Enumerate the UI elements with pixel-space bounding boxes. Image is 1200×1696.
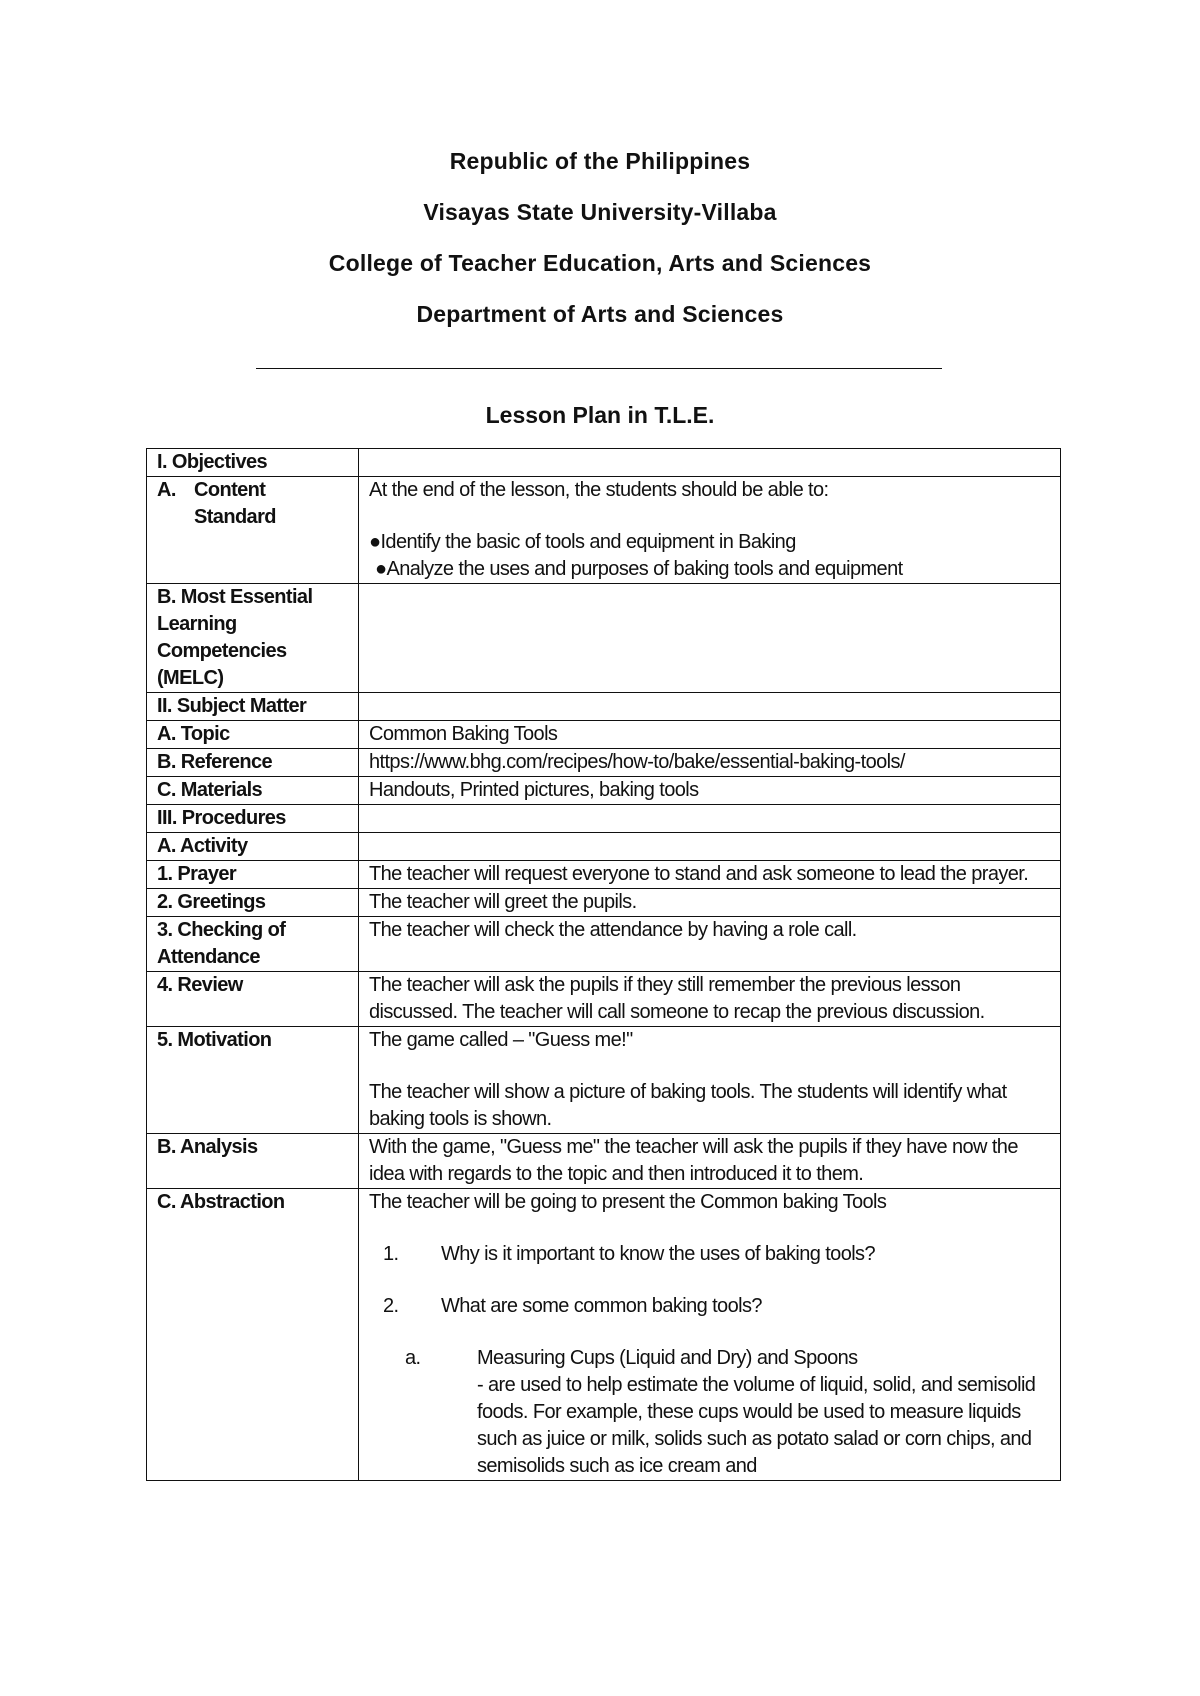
table-row-attendance [147, 917, 1061, 972]
list-item [369, 1293, 1050, 1320]
table-row-objectives [147, 449, 1061, 477]
row-label: A. Activity [147, 833, 359, 861]
header-department: Department of Arts and Sciences [416, 301, 784, 327]
tool-title: Measuring Cups (Liquid and Dry) and Spoons [477, 1347, 858, 1369]
table-row-analysis [147, 1134, 1061, 1189]
list-item [369, 1345, 1050, 1480]
row-value: Common Baking Tools [359, 721, 1061, 749]
row-label: 4. Review [147, 972, 359, 1027]
reference-link[interactable]: https://www.bhg.com/recipes/how-to/bake/essential-baking-tools/ [359, 749, 1061, 777]
page-title: Lesson Plan in T.L.E. [485, 402, 715, 428]
row-value: The teacher will check the attendance by having a role call. [359, 917, 1061, 972]
row-value [359, 693, 1061, 721]
row-value [359, 449, 1061, 477]
row-value [359, 477, 1061, 584]
list-number: 2. [383, 1295, 399, 1317]
objective-bullet-1: ●Identify the basic of tools and equipment in Baking [369, 531, 796, 553]
row-value [359, 805, 1061, 833]
table-row-abstraction [147, 1189, 1061, 1481]
header-divider [256, 368, 942, 369]
table-row-procedures [147, 805, 1061, 833]
abstraction-intro: The teacher will be going to present the Common baking Tools [369, 1191, 887, 1213]
table-row-reference [147, 749, 1061, 777]
objectives-intro: At the end of the lesson, the students should be able to: [369, 479, 829, 501]
table-row-materials [147, 777, 1061, 805]
row-label: C. Materials [147, 777, 359, 805]
row-value [359, 1027, 1061, 1134]
row-label [147, 477, 359, 584]
motivation-description: The teacher will show a picture of baking tools. The students will identify what baking tools is shown. [369, 1081, 1007, 1130]
header-republic: Republic of the Philippines [449, 148, 751, 174]
table-row-subject-matter [147, 693, 1061, 721]
row-value: The teacher will request everyone to stand and ask someone to lead the prayer. [359, 861, 1061, 889]
list-letter: a. [405, 1347, 421, 1369]
table-row-topic [147, 721, 1061, 749]
list-text: Why is it important to know the uses of baking tools? [441, 1243, 875, 1265]
table-row-motivation [147, 1027, 1061, 1134]
row-label: 1. Prayer [147, 861, 359, 889]
motivation-game: The game called – "Guess me!" [369, 1029, 633, 1051]
row-value: The teacher will ask the pupils if they still remember the previous lesson discussed. The teacher will call someone to recap the previous discussion. [359, 972, 1061, 1027]
list-text: What are some common baking tools? [441, 1295, 762, 1317]
row-label: A. Topic [147, 721, 359, 749]
list-number: 1. [383, 1243, 399, 1265]
table-row-review [147, 972, 1061, 1027]
table-row-content-standard [147, 477, 1061, 584]
row-label: B. Most Essential Learning Competencies (MELC) [147, 584, 359, 693]
row-label: I. Objectives [147, 449, 359, 477]
table-row-greetings [147, 889, 1061, 917]
row-value: Handouts, Printed pictures, baking tools [359, 777, 1061, 805]
table-row-melc [147, 584, 1061, 693]
row-label: B. Analysis [147, 1134, 359, 1189]
row-label: 2. Greetings [147, 889, 359, 917]
lesson-plan-table [146, 448, 1061, 1481]
row-value: The teacher will greet the pupils. [359, 889, 1061, 917]
row-label: 5. Motivation [147, 1027, 359, 1134]
row-value [359, 833, 1061, 861]
row-label: II. Subject Matter [147, 693, 359, 721]
row-value [359, 584, 1061, 693]
row-value: With the game, "Guess me" the teacher will ask the pupils if they have now the idea with regards to the topic and then introduced it to them. [359, 1134, 1061, 1189]
header-university: Visayas State University-Villaba [423, 199, 777, 225]
row-label-letter: A. [157, 479, 176, 501]
header-college: College of Teacher Education, Arts and Sciences [328, 250, 872, 276]
row-label: C. Abstraction [147, 1189, 359, 1481]
row-label: B. Reference [147, 749, 359, 777]
objective-bullet-2: ●Analyze the uses and purposes of baking tools and equipment [375, 558, 903, 580]
row-label-text: Content Standard [194, 479, 276, 528]
tool-description: - are used to help estimate the volume of liquid, solid, and semisolid foods. For example, these cups would be used to measure liquids such as juice or milk, solids such as potato salad or corn chips, and semisolids such as ice cream and [477, 1374, 1036, 1477]
table-row-activity [147, 833, 1061, 861]
row-value [359, 1189, 1061, 1481]
row-label: 3. Checking of Attendance [147, 917, 359, 972]
table-row-prayer [147, 861, 1061, 889]
row-label: III. Procedures [147, 805, 359, 833]
list-item [369, 1241, 1050, 1268]
